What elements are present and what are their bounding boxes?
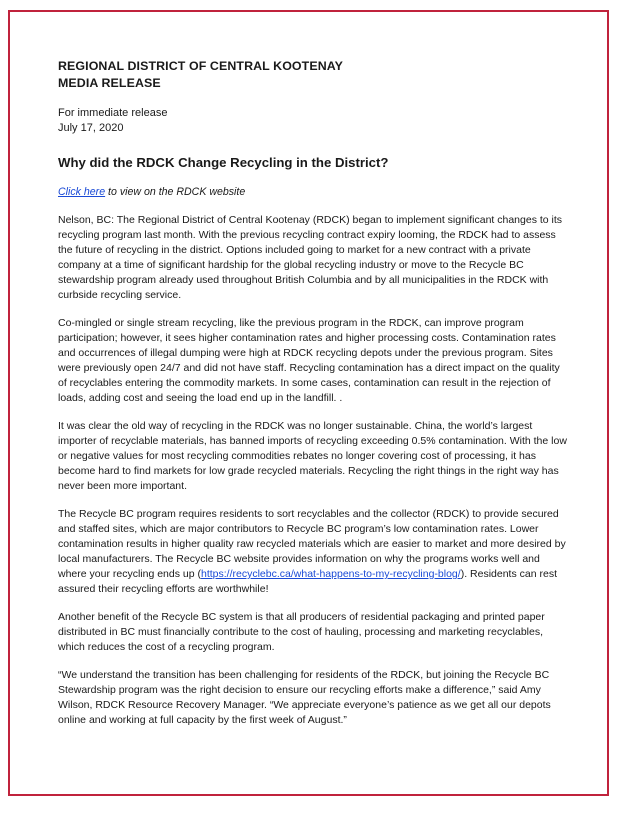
paragraph-sustainability: It was clear the old way of recycling in the RDCK was no longer sustainable. China, the world’s largest importer of recyclable materials, has banned imports of recycling exceeding 0.5% contamination. With the low or negative values for most recycling commodities rebates no longer covering cost of processing, it has become hard to find markets for low grade recycled materials. Recycling the right things in the right way has never been more important.: [58, 420, 567, 492]
click-here-link[interactable]: Click here: [58, 186, 106, 198]
organization-name: REGIONAL DISTRICT OF CENTRAL KOOTENAY: [58, 59, 344, 73]
headline: Why did the RDCK Change Recycling in the District?: [58, 155, 389, 170]
release-meta: [58, 106, 568, 136]
website-link-suffix: to view on the RDCK website: [105, 186, 246, 198]
press-release: [58, 58, 568, 728]
media-release-label: MEDIA RELEASE: [58, 76, 161, 90]
paragraph-recyclebc: [58, 507, 568, 597]
paragraph-quote: “We understand the transition has been challenging for residents of the RDCK, but joining the Recycle BC Stewardship program was the right decision to ensure our recycling efforts make a difference,” said Amy Wilson, RDCK Resource Recovery Manager. “We appreciate everyone’s patience as we get all our depots online and working at full capacity by the first week of August.”: [58, 669, 551, 726]
recyclebc-text-before: The Recycle BC program requires residents to sort recyclables and the collector (RDCK) to provide secured and staffed sites, which are major contributors to Recycle BC program’s low contamination rates. Lower contamination results in higher quality raw recycled materials which are easier to market and more desired by local manufacturers. The Recycle BC website provides information on why the programs works well and where your recycling ends up (: [58, 508, 566, 580]
paragraph-producers: Another benefit of the Recycle BC system is that all producers of residential packaging and printed paper distributed in BC must financially contribute to the cost of hauling, processing and marketing recyclables, which reduces the cost of a recycling program.: [58, 611, 545, 653]
organization-title: [58, 58, 568, 92]
release-date: July 17, 2020: [58, 122, 124, 134]
paragraph-intro: Nelson, BC: The Regional District of Central Kootenay (RDCK) began to implement significant changes to its recycling program last month. With the previous recycling contract expiry looming, the RDCK had to assess the future of recycling in the district. Options included going to market for a new contract with a private company at a time of significant hardship for the global recycling industry or move to the Recycle BC stewardship program already used throughout British Columbia and by all municipalities in the RDCK with curbside recycling service.: [58, 214, 563, 301]
paragraph-contamination: Co-mingled or single stream recycling, like the previous program in the RDCK, can improve program participation; however, it sees higher contamination rates and higher processing costs. Contamination rates and occurrences of illegal dumping were high at RDCK recycling depots under the previous program. Sites were previously open 24/7 and did not have staff. Recycling contamination has a direct impact on the quality of recyclables entering the commodity markets. In some cases, contamination can result in the rejection of loads, adding cost and seeing the load end up in the landfill. .: [58, 317, 560, 404]
release-note: For immediate release: [58, 107, 168, 119]
recyclebc-blog-link[interactable]: https://recyclebc.ca/what-happens-to-my-recycling-blog/: [201, 568, 461, 580]
website-link-line: [58, 185, 568, 199]
recyclebc-text-after: ). Residents can rest assured their recycling efforts are worthwhile!: [58, 568, 557, 595]
